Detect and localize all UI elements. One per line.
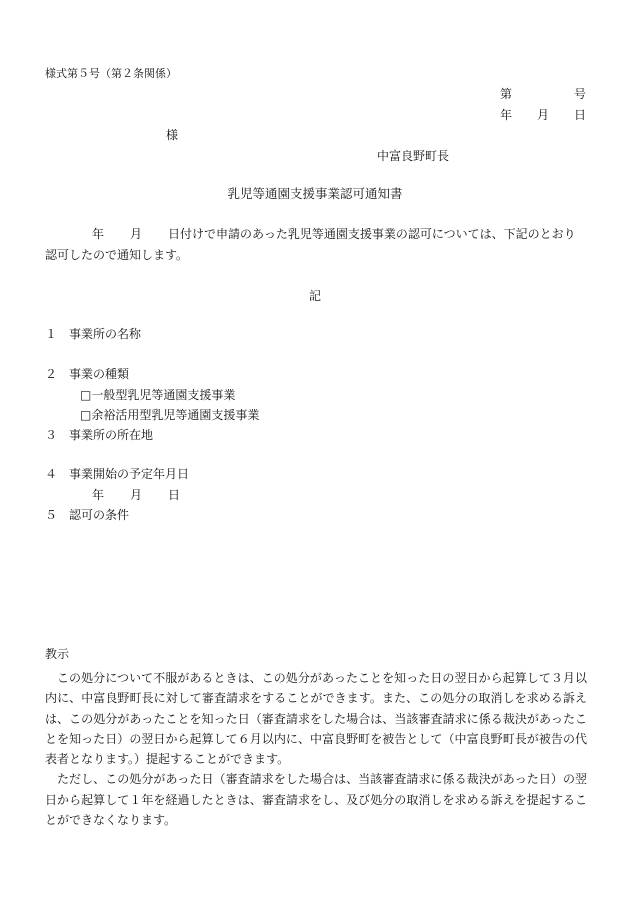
start-date-day: 日 bbox=[168, 488, 181, 502]
body-line-1 bbox=[92, 228, 576, 240]
body-rest: 日付けで申請のあった乳児等通園支援事業の認可については、下記のとおり bbox=[168, 227, 576, 241]
item-label: 事業所の名称 bbox=[69, 327, 142, 341]
notice-heading: 教示 bbox=[45, 647, 70, 661]
business-type-option-general[interactable]: □一般型乳児等通園支援事業 bbox=[80, 388, 236, 402]
document-date-month: 月 bbox=[536, 108, 549, 122]
notice-paragraph-2: ただし、この処分があった日（審査請求をした場合は、当該審査請求に係る裁決があった日）の翌日から起算して１年を経過したときは、審査請求をし、及び処分の取消しを求める訴えを提起することができなくなります。 bbox=[45, 772, 587, 828]
item-conditions bbox=[45, 509, 129, 521]
start-date bbox=[92, 489, 180, 501]
document-number bbox=[500, 88, 586, 100]
item-label: 認可の条件 bbox=[69, 508, 130, 522]
ki-heading: 記 bbox=[308, 289, 321, 303]
addressee: 様 bbox=[166, 128, 179, 142]
item-label: 事業の種類 bbox=[69, 367, 130, 381]
issuer: 中富良野町長 bbox=[377, 149, 450, 163]
body-month: 月 bbox=[130, 227, 143, 241]
item-business-name bbox=[45, 328, 141, 340]
item-number: １ bbox=[45, 327, 58, 341]
notice-body bbox=[45, 668, 587, 830]
item-business-type bbox=[45, 368, 129, 380]
item-label: 事業所の所在地 bbox=[69, 428, 154, 442]
document-date-year: 年 bbox=[500, 108, 513, 122]
document-number-prefix: 第 bbox=[500, 87, 513, 101]
document-date bbox=[500, 109, 586, 121]
item-number: ５ bbox=[45, 508, 58, 522]
business-type-option-surplus[interactable]: □余裕活用型乳児等通園支援事業 bbox=[80, 408, 260, 422]
body-line-2: 認可したので通知します。 bbox=[45, 248, 189, 262]
item-number: ２ bbox=[45, 367, 58, 381]
item-start-date bbox=[45, 468, 189, 480]
item-label: 事業開始の予定年月日 bbox=[69, 467, 190, 481]
body-year: 年 bbox=[92, 227, 105, 241]
item-business-address bbox=[45, 429, 153, 441]
document-number-suffix: 号 bbox=[573, 87, 586, 101]
form-label: 様式第５号（第２条関係） bbox=[45, 67, 177, 80]
document-title: 乳児等通園支援事業認可通知書 bbox=[227, 186, 403, 201]
item-number: ４ bbox=[45, 467, 58, 481]
item-number: ３ bbox=[45, 428, 58, 442]
start-date-year: 年 bbox=[92, 488, 105, 502]
start-date-month: 月 bbox=[130, 488, 143, 502]
notice-paragraph-1: この処分について不服があるときは、この処分があったことを知った日の翌日から起算して３月以内に、中富良野町長に対して審査請求をすることができます。また、この処分の取消しを求める訴えは、この処分があったことを知った日（審査請求をした場合は、当該審査請求に係る裁決があったことを知った日）の翌日から起算して６月以内に、中富良野町を被告として（中富良野町長が被告の代表者となります。）提起することができます。 bbox=[45, 671, 587, 767]
document-date-day: 日 bbox=[573, 108, 586, 122]
